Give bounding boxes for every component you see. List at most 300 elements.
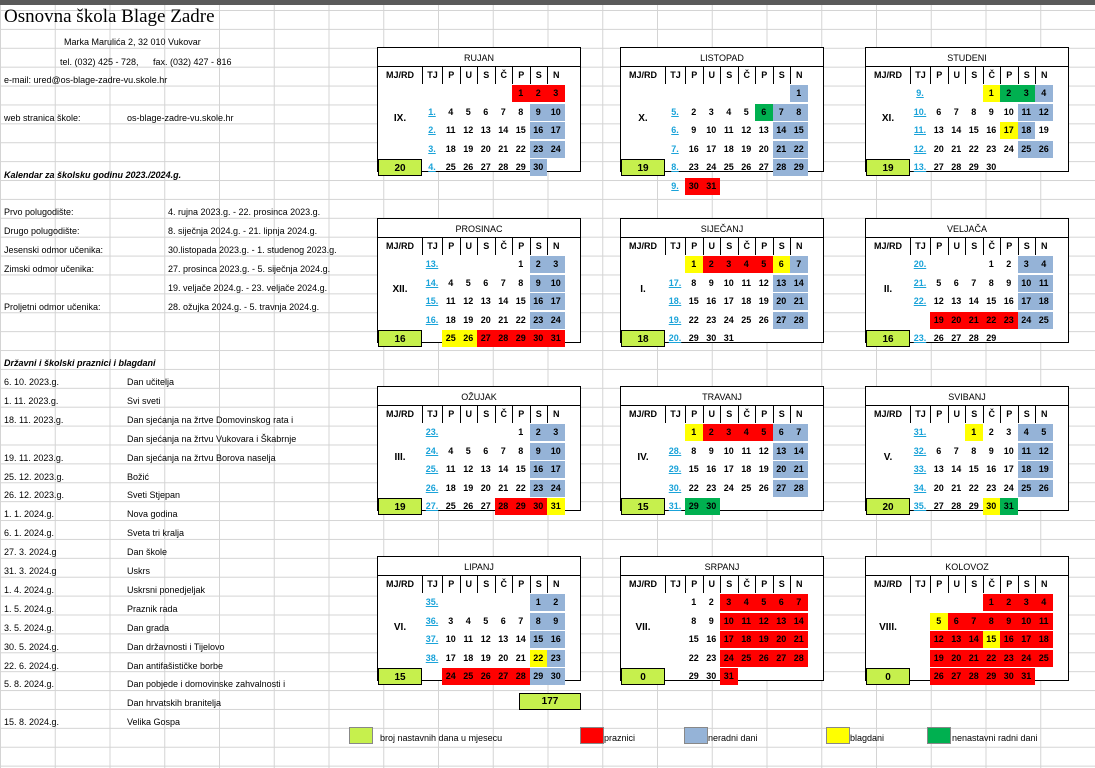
day-cell: 9 — [691, 125, 697, 135]
day-cell: 25 — [445, 501, 456, 511]
holiday-date: 5. 8. 2024.g. — [4, 679, 55, 690]
weekday-header: S — [965, 67, 983, 84]
day-cell: 4 — [1035, 85, 1053, 102]
week-number: 5. — [671, 106, 679, 117]
week-number: 29. — [668, 464, 682, 474]
day-cell — [720, 85, 738, 102]
day-cell: 12 — [758, 445, 769, 456]
weekday-header: Č — [495, 238, 513, 255]
day-cell: 19 — [758, 464, 769, 474]
day-cell: 27 — [951, 333, 962, 343]
holiday-name: Dan sjećanja na žrtve Domovinskog rata i — [127, 414, 294, 425]
day-cell: 31 — [720, 668, 738, 685]
day-cell: 31 — [703, 178, 721, 195]
day-cell: 14 — [790, 275, 808, 292]
day-cell: 28 — [790, 650, 808, 667]
day-cell — [547, 159, 565, 176]
day-cell: 4 — [726, 106, 732, 117]
day-cell: 20 — [498, 652, 509, 663]
day-cell: 9 — [988, 445, 994, 456]
day-cell: 10 — [723, 445, 734, 456]
day-cell: 16 — [706, 296, 717, 306]
day-cell: 30 — [547, 668, 565, 685]
weekday-header: P — [930, 238, 948, 255]
day-cell: 24 — [1003, 143, 1014, 154]
week-number: 30. — [668, 482, 682, 493]
day-cell: 5 — [1035, 424, 1053, 441]
week-number — [422, 330, 442, 347]
weekday-header: TJ — [422, 576, 442, 593]
day-cell — [755, 498, 773, 515]
day-cell: 23 — [530, 312, 548, 329]
month-roman: XII. — [392, 284, 408, 295]
weekday-header: MJ/RD — [873, 70, 902, 80]
day-cell: 28 — [790, 312, 808, 329]
day-cell: 11 — [445, 464, 456, 474]
weekday-header: TJ — [910, 238, 930, 255]
day-cell: 18 — [741, 464, 752, 474]
day-cell: 17 — [1003, 464, 1014, 474]
day-cell: 20 — [480, 482, 491, 493]
weekday-header: S — [530, 238, 548, 255]
weekday-header: S — [773, 238, 791, 255]
week-number: 9. — [671, 180, 679, 191]
day-cell — [755, 330, 773, 347]
day-cell: 27 — [477, 330, 495, 347]
day-cell: 25 — [445, 162, 456, 172]
day-cell: 4 — [448, 277, 454, 288]
month-srpanj — [620, 556, 824, 681]
day-cell: 11 — [445, 296, 456, 306]
day-cell: 19 — [755, 631, 773, 648]
day-cell: 23 — [547, 650, 565, 667]
week-number — [665, 594, 685, 611]
day-cell: 13 — [480, 464, 491, 474]
holiday-name: Dan državnosti i Tijelovo — [127, 641, 225, 652]
day-cell — [738, 178, 756, 195]
day-cell: 7 — [773, 104, 791, 121]
weekday-header: N — [547, 406, 565, 423]
day-cell: 3 — [1018, 256, 1036, 273]
day-cell: 16 — [986, 464, 997, 474]
day-cell: 12 — [463, 464, 474, 474]
day-cell: 2 — [708, 597, 714, 607]
day-cell: 13 — [480, 125, 491, 135]
month-kolovoz — [865, 556, 1069, 681]
day-cell: 9 — [988, 106, 994, 117]
day-cell: 28 — [951, 501, 962, 511]
day-cell — [477, 424, 495, 441]
period-value: 19. veljače 2024.g. - 23. veljače 2024.g. — [168, 283, 328, 293]
day-cell: 12 — [930, 631, 948, 648]
week-number: 4. — [428, 162, 436, 172]
day-cell: 16 — [547, 631, 565, 648]
weekday-header: U — [703, 238, 721, 255]
day-cell: 8 — [790, 104, 808, 121]
day-cell: 11 — [741, 277, 751, 288]
weekday-header: P — [442, 238, 460, 255]
day-cell: 8 — [988, 277, 994, 288]
weekday-header: S — [1018, 67, 1036, 84]
day-cell: 17 — [547, 122, 565, 139]
day-cell: 12 — [480, 634, 491, 644]
day-cell: 4 — [1018, 424, 1036, 441]
weekday-header: S — [530, 576, 548, 593]
day-cell: 3 — [720, 256, 738, 273]
day-cell: 7 — [953, 445, 959, 456]
day-cell: 23 — [706, 482, 717, 493]
day-cell: 20 — [948, 650, 966, 667]
weekday-header: P — [1000, 576, 1018, 593]
month-name: TRAVANJ — [621, 387, 823, 406]
weekday-header: MJ/RD — [628, 241, 657, 251]
day-cell: 7 — [500, 106, 506, 117]
weekday-header: P — [685, 406, 703, 423]
day-cell: 3 — [547, 85, 565, 102]
day-cell: 22 — [968, 482, 979, 493]
day-cell: 23 — [688, 162, 699, 172]
day-cell: 1 — [988, 259, 994, 269]
school-tel: tel. (032) 425 - 728, — [60, 57, 139, 67]
day-cell: 19 — [1038, 125, 1049, 135]
week-number — [665, 631, 685, 648]
day-cell: 11 — [741, 445, 751, 456]
holiday-name: Dan učitelja — [127, 377, 175, 387]
day-cell: 25 — [1018, 480, 1036, 497]
day-cell: 19 — [1035, 461, 1053, 478]
day-cell: 29 — [512, 498, 530, 515]
weekday-header: MJ/RD — [385, 579, 414, 589]
day-cell: 28 — [495, 498, 513, 515]
holiday-date: 15. 8. 2024.g. — [4, 717, 60, 728]
day-cell: 21 — [773, 141, 791, 158]
day-cell: 11 — [1035, 613, 1053, 630]
day-cell: 12 — [463, 125, 474, 135]
period-value: 8. siječnja 2024.g. - 21. lipnja 2024.g. — [168, 226, 318, 236]
day-cell: 7 — [965, 613, 983, 630]
day-cell: 29 — [685, 498, 703, 515]
week-number: 31. — [913, 427, 927, 437]
day-cell: 4 — [1035, 256, 1053, 273]
weekday-header: TJ — [910, 576, 930, 593]
day-cell: 4 — [448, 106, 454, 117]
day-cell: 27 — [933, 501, 944, 511]
holiday-date: 22. 6. 2024.g. — [4, 660, 60, 671]
holiday-name: Dan škole — [127, 547, 168, 558]
day-cell: 16 — [1000, 631, 1018, 648]
day-cell: 16 — [688, 143, 699, 154]
week-number: 37. — [425, 634, 439, 644]
weekday-header: U — [948, 238, 966, 255]
legend-label: praznici — [604, 733, 636, 743]
day-cell: 14 — [773, 122, 791, 139]
day-cell: 31 — [1018, 668, 1036, 685]
day-cell: 20 — [480, 314, 491, 325]
day-cell: 3 — [547, 256, 565, 273]
week-number: 33. — [913, 464, 927, 474]
day-cell: 18 — [1035, 293, 1053, 310]
day-cell: 31 — [1000, 498, 1018, 515]
school-name: Osnovna škola Blage Zadre — [4, 6, 215, 27]
month-name: KOLOVOZ — [866, 557, 1068, 576]
period-label: Prvo polugodište: — [4, 207, 74, 217]
month-teaching-days: 15 — [378, 668, 422, 685]
month-name: OŽUJAK — [378, 387, 580, 406]
day-cell: 6 — [953, 277, 959, 288]
month-siječanj — [620, 218, 824, 343]
weekday-header: S — [965, 576, 983, 593]
weekday-header: N — [1035, 67, 1053, 84]
day-cell: 11 — [738, 613, 756, 630]
day-cell: 5 — [755, 594, 773, 611]
day-cell: 30 — [530, 159, 548, 176]
day-cell: 24 — [442, 668, 460, 685]
day-cell: 14 — [515, 634, 526, 644]
day-cell: 13 — [758, 125, 769, 135]
day-cell: 10 — [1018, 275, 1036, 292]
day-cell — [790, 178, 808, 195]
day-cell: 10 — [706, 125, 717, 135]
day-cell: 24 — [723, 482, 734, 493]
holiday-name: Uskrs — [127, 566, 150, 576]
day-cell: 24 — [1003, 482, 1014, 493]
day-cell: 15 — [688, 464, 699, 474]
day-cell: 18 — [723, 143, 734, 154]
day-cell: 2 — [530, 256, 548, 273]
day-cell: 5 — [930, 613, 948, 630]
day-cell: 20 — [758, 143, 769, 154]
day-cell — [460, 85, 478, 102]
day-cell: 16 — [986, 125, 997, 135]
day-cell: 15 — [983, 631, 1001, 648]
weekday-header: S — [965, 238, 983, 255]
day-cell: 28 — [951, 162, 962, 172]
day-cell: 18 — [741, 296, 752, 306]
month-teaching-days: 0 — [866, 668, 910, 685]
day-cell: 21 — [498, 143, 509, 154]
day-cell — [460, 256, 478, 273]
weekday-header: Č — [983, 67, 1001, 84]
day-cell: 14 — [951, 464, 962, 474]
day-cell: 15 — [790, 122, 808, 139]
week-number: 14. — [425, 277, 439, 288]
day-cell: 29 — [790, 159, 808, 176]
weekday-header: U — [460, 238, 478, 255]
day-cell: 20 — [933, 143, 944, 154]
day-cell: 4 — [465, 615, 471, 626]
day-cell: 5 — [465, 106, 471, 117]
day-cell: 22 — [983, 312, 1001, 329]
day-cell: 6 — [483, 277, 489, 288]
day-cell: 28 — [790, 480, 808, 497]
week-number: 9. — [916, 88, 924, 98]
weekday-header: Č — [495, 406, 513, 423]
day-cell: 27 — [933, 162, 944, 172]
weekday-header: TJ — [910, 406, 930, 423]
day-cell — [442, 594, 460, 611]
day-cell: 8 — [518, 106, 524, 117]
day-cell: 24 — [1018, 650, 1036, 667]
month-teaching-days: 20 — [378, 159, 422, 176]
weekday-header: P — [755, 67, 773, 84]
period-value: 27. prosinca 2023.g. - 5. siječnja 2024.g. — [168, 264, 331, 274]
weekday-header: S — [773, 576, 791, 593]
day-cell: 21 — [790, 293, 808, 310]
day-cell: 24 — [720, 650, 738, 667]
day-cell: 19 — [463, 143, 474, 154]
weekday-header: MJ/RD — [385, 70, 414, 80]
period-value: 28. ožujka 2024.g. - 5. travnja 2024.g. — [168, 302, 320, 312]
day-cell: 2 — [691, 106, 697, 117]
day-cell: 13 — [773, 275, 791, 292]
day-cell: 3 — [1018, 594, 1036, 611]
weekday-header: N — [1035, 406, 1053, 423]
week-number: 21. — [913, 277, 927, 288]
week-number: 19. — [668, 314, 682, 325]
day-cell: 22 — [515, 314, 526, 325]
month-roman: XI. — [881, 113, 895, 124]
month-teaching-days: 0 — [621, 668, 665, 685]
day-cell — [460, 594, 478, 611]
week-number: 22. — [913, 296, 927, 306]
day-cell: 21 — [951, 143, 962, 154]
day-cell: 6 — [936, 445, 942, 456]
day-cell — [773, 330, 791, 347]
day-cell: 9 — [547, 613, 565, 630]
day-cell: 22 — [530, 650, 548, 667]
month-roman: V. — [883, 452, 893, 463]
day-cell — [495, 85, 513, 102]
day-cell: 13 — [498, 634, 509, 644]
day-cell: 15 — [515, 464, 526, 474]
day-cell — [477, 85, 495, 102]
day-cell: 25 — [1018, 141, 1036, 158]
day-cell — [1035, 668, 1053, 685]
day-cell: 30 — [983, 498, 1001, 515]
day-cell: 6 — [948, 613, 966, 630]
weekday-header: P — [685, 67, 703, 84]
weekday-header: S — [477, 576, 495, 593]
day-cell: 27 — [758, 162, 769, 172]
day-cell: 25 — [723, 162, 734, 172]
month-teaching-days: 19 — [866, 159, 910, 176]
day-cell: 27 — [773, 480, 791, 497]
day-cell: 24 — [547, 141, 565, 158]
month-prosinac — [377, 218, 581, 343]
day-cell: 3 — [1018, 85, 1036, 102]
day-cell — [755, 668, 773, 685]
week-number — [910, 631, 930, 648]
holiday-date: 1. 5. 2024.g. — [4, 603, 55, 614]
day-cell: 26 — [758, 482, 769, 493]
month-lipanj — [377, 556, 581, 681]
period-label: Drugo polugodište: — [4, 226, 80, 236]
day-cell: 3 — [547, 424, 565, 441]
month-roman: I. — [640, 284, 646, 295]
day-cell: 21 — [790, 631, 808, 648]
day-cell: 10 — [1018, 613, 1036, 630]
holiday-name: Dan grada — [127, 622, 170, 633]
day-cell — [948, 594, 966, 611]
weekday-header: U — [703, 406, 721, 423]
day-cell — [773, 178, 791, 195]
day-cell: 20 — [948, 312, 966, 329]
day-cell: 25 — [741, 314, 752, 325]
day-cell: 6 — [483, 445, 489, 456]
day-cell: 26 — [758, 314, 769, 325]
day-cell: 16 — [706, 464, 717, 474]
web-link[interactable]: os-blage-zadre-vu.skole.hr — [127, 113, 234, 123]
day-cell: 21 — [965, 650, 983, 667]
month-name: STUDENI — [866, 48, 1068, 67]
month-teaching-days: 16 — [378, 330, 422, 347]
legend-label: neradni dani — [708, 733, 758, 743]
day-cell — [738, 668, 756, 685]
month-roman: VII. — [635, 622, 651, 633]
weekday-header: TJ — [422, 67, 442, 84]
day-cell: 5 — [483, 615, 489, 626]
day-cell — [773, 85, 791, 102]
day-cell: 9 — [530, 443, 548, 460]
day-cell: 1 — [518, 427, 524, 437]
weekday-header: MJ/RD — [873, 409, 902, 419]
day-cell: 19 — [741, 143, 752, 154]
weekday-header: MJ/RD — [385, 241, 414, 251]
day-cell: 14 — [951, 125, 962, 135]
day-cell: 8 — [983, 613, 1001, 630]
day-cell: 5 — [936, 277, 942, 288]
holidays-title: Državni i školski praznici i blagdani — [4, 358, 156, 368]
day-cell: 31 — [547, 330, 565, 347]
holiday-date: 1. 4. 2024.g. — [4, 584, 55, 595]
week-number — [910, 613, 930, 630]
weekday-header: S — [530, 67, 548, 84]
weekday-header: MJ/RD — [873, 579, 902, 589]
day-cell: 2 — [1000, 85, 1018, 102]
day-cell: 12 — [463, 296, 474, 306]
day-cell: 13 — [951, 296, 962, 306]
weekday-header: P — [442, 576, 460, 593]
weekday-header: MJ/RD — [628, 409, 657, 419]
day-cell — [755, 178, 773, 195]
week-number: 10. — [913, 106, 927, 117]
month-rujan — [377, 47, 581, 172]
period-value: 30.listopada 2023.g. - 1. studenog 2023.g. — [168, 245, 337, 255]
month-teaching-days: 18 — [621, 330, 665, 347]
holiday-date: 30. 5. 2024.g. — [4, 641, 60, 652]
day-cell: 19 — [930, 312, 948, 329]
day-cell: 2 — [547, 594, 565, 611]
day-cell — [477, 256, 495, 273]
day-cell: 2 — [703, 256, 721, 273]
period-label: Zimski odmor učenika: — [4, 264, 95, 274]
legend-swatch-0 — [349, 727, 373, 744]
day-cell — [738, 85, 756, 102]
holiday-name: Božić — [127, 471, 150, 482]
day-cell: 5 — [755, 424, 773, 441]
day-cell: 25 — [741, 482, 752, 493]
weekday-header: Č — [983, 406, 1001, 423]
day-cell: 30 — [703, 498, 721, 515]
day-cell: 27 — [495, 668, 513, 685]
day-cell: 12 — [1035, 443, 1053, 460]
day-cell: 18 — [1018, 461, 1036, 478]
day-cell: 30 — [1000, 668, 1018, 685]
week-number: 8. — [671, 162, 679, 172]
day-cell — [930, 85, 948, 102]
weekday-header: U — [948, 576, 966, 593]
day-cell: 15 — [515, 296, 526, 306]
